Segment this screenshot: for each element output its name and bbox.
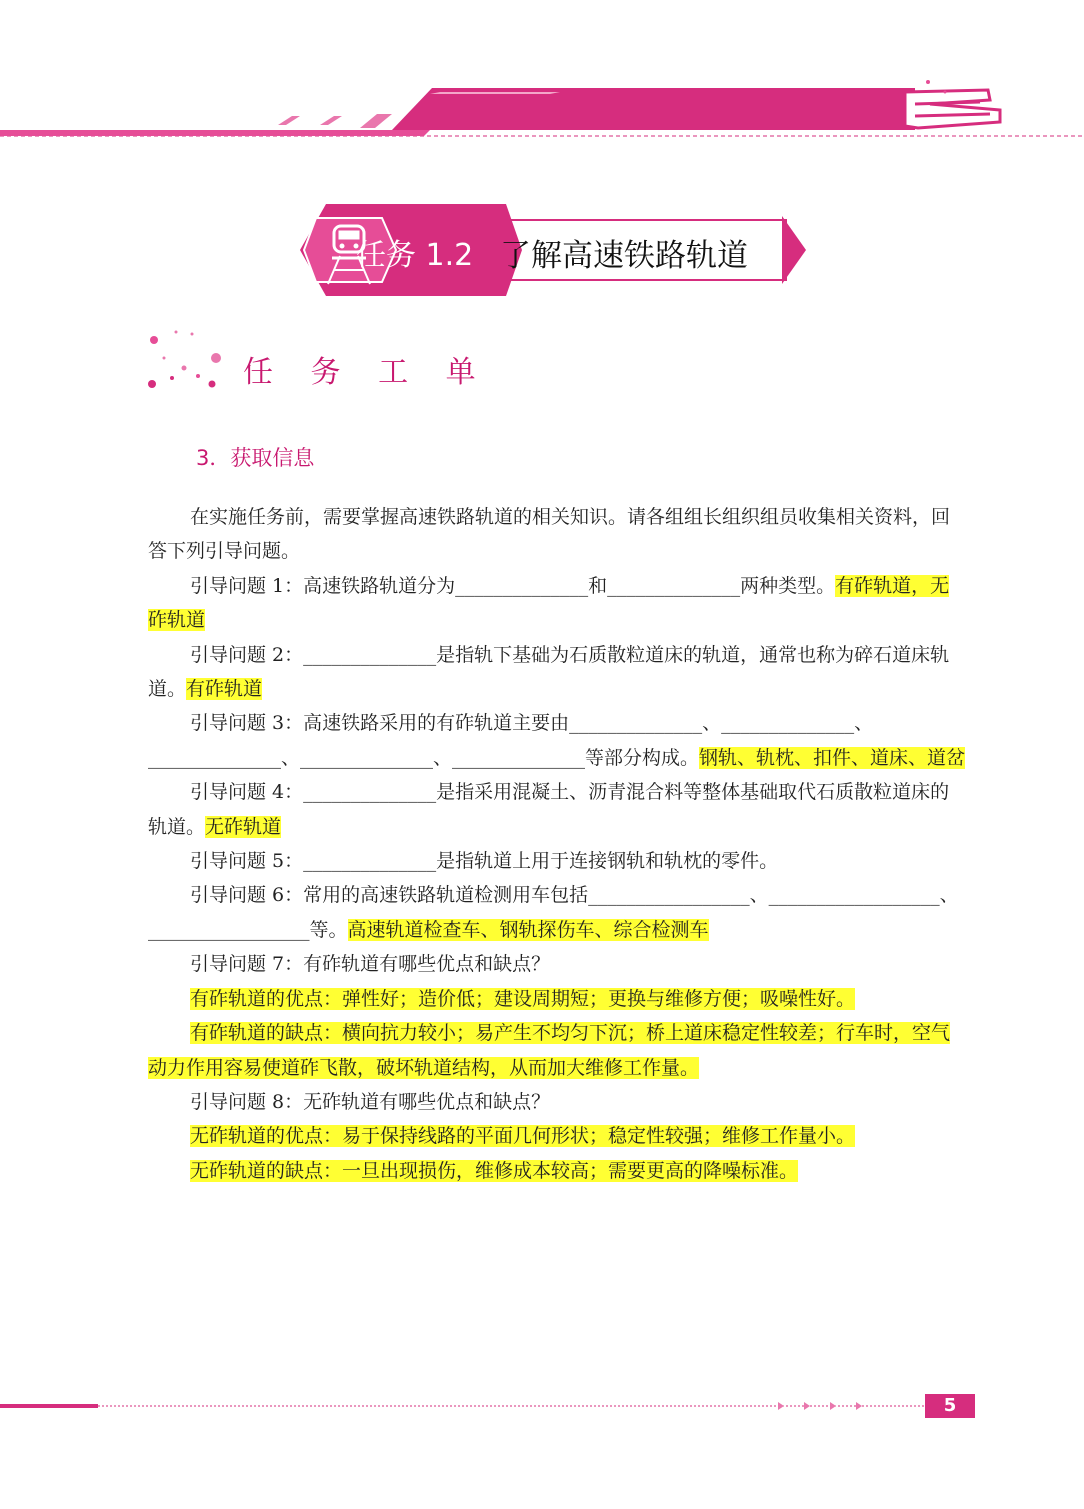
body-text <box>148 500 966 1188</box>
footer-decoration <box>0 1392 1084 1422</box>
answer-1: 有砟轨道，无砟轨道 <box>148 574 950 632</box>
intro-paragraph: 在实施任务前，需要掌握高速铁路轨道的相关知识。请各组组长组织组员收集相关资料，回答下列引导问题。 <box>148 506 951 563</box>
answer-7-advantages: 有砟轨道的优点：弹性好；造价低；建设周期短；更换与维修方便；吸噪性好。 <box>190 987 856 1010</box>
question-7: 引导问题 7：有砟轨道有哪些优点和缺点？ <box>190 953 551 976</box>
answer-4: 无砟轨道 <box>205 815 282 838</box>
section-heading: 3．获取信息 <box>196 446 315 470</box>
question-5: 引导问题 5：______________是指轨道上用于连接钢轨和轨枕的零件。 <box>190 850 779 873</box>
answer-2: 有砟轨道 <box>186 678 263 701</box>
answer-6: 高速轨道检查车、钢轨探伤车、综合检测车 <box>347 918 709 941</box>
question-1: 引导问题 1：高速铁路轨道分为______________和______________两种类型。有砟轨道，无砟轨道 <box>148 574 950 632</box>
page-number: 5 <box>943 1395 957 1416</box>
task-number: 任务 1.2 <box>356 238 474 273</box>
answer-8-disadvantages: 无砟轨道的缺点：一旦出现损伤，维修成本较高；需要更高的降噪标准。 <box>190 1159 799 1182</box>
question-2: 引导问题 2：______________是指轨下基础为石质散粒道床的轨道，通常也称为碎石道床轨道。有砟轨道 <box>148 643 950 701</box>
flower-icon <box>146 328 226 394</box>
question-8: 引导问题 8：无砟轨道有哪些优点和缺点？ <box>190 1090 551 1113</box>
answer-3: 钢轨、轨枕、扣件、道床、道岔 <box>699 746 966 769</box>
header-decoration <box>0 70 1084 150</box>
ticket-title: 任 务 工 单 <box>243 355 490 390</box>
answer-7-disadvantages: 有砟轨道的缺点：横向抗力较小；易产生不均匀下沉；桥上道床稳定性较差；行车时，空气动力作用容易使道砟飞散，破坏轨道结构，从而加大维修工作量。 <box>148 1022 951 1079</box>
question-6: 引导问题 6：常用的高速铁路轨道检测用车包括_________________、__________________、_________________等。高速轨道检查车、钢轨探伤车、综合检测车 <box>148 884 959 941</box>
answer-8-advantages: 无砟轨道的优点：易于保持线路的平面几何形状；稳定性较强；维修工作量小。 <box>190 1125 856 1148</box>
question-4: 引导问题 4：______________是指采用混凝土、沥青混合料等整体基础取代石质散粒道床的轨道。无砟轨道 <box>148 781 950 838</box>
question-3: 引导问题 3：高速铁路采用的有砟轨道主要由______________、______________、______________、______________、______________等部分构成。钢轨、轨枕、扣件、道床、道岔 <box>148 712 966 769</box>
task-title: 了解高速铁路轨道 <box>500 238 748 274</box>
